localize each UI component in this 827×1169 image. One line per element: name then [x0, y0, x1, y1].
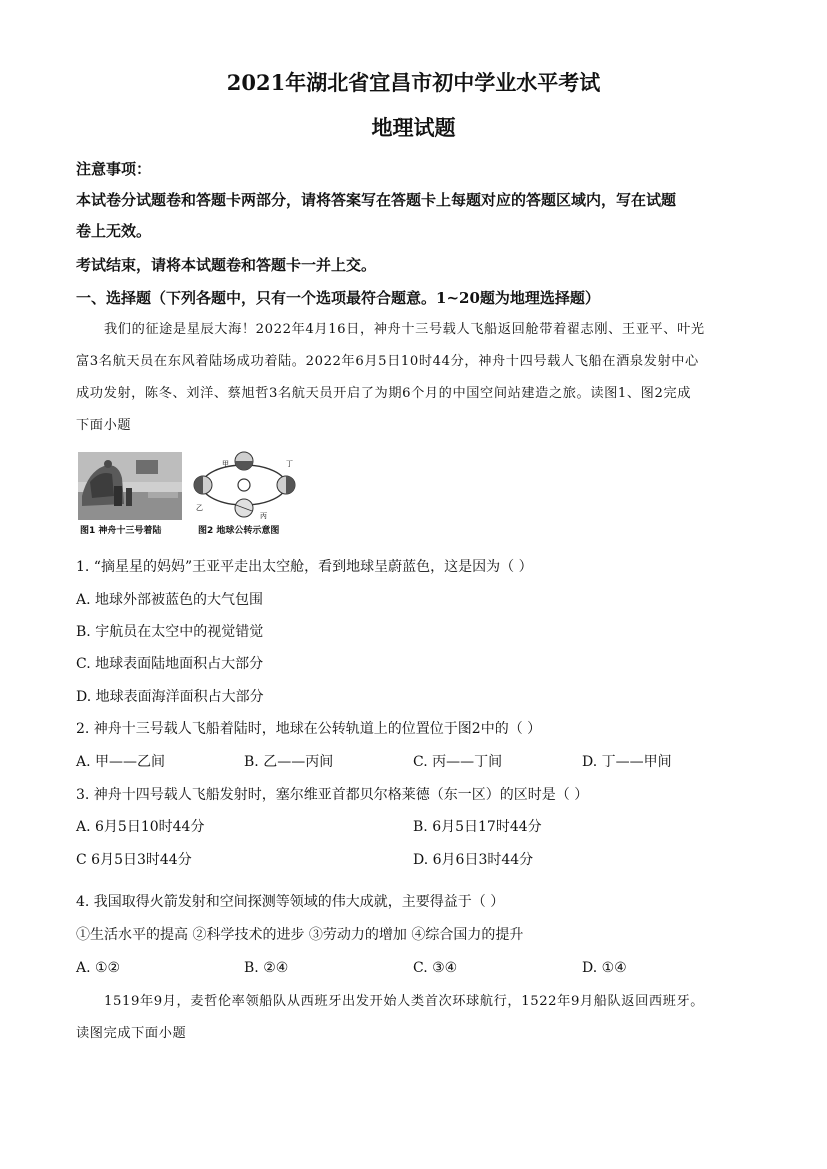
- q1-option-b: B. 宇航员在太空中的视觉错觉: [76, 624, 264, 640]
- q4-option-c: C. ③④: [413, 960, 458, 976]
- notice-line-3: 考试结束，请将本试题卷和答题卡一并上交。: [76, 256, 377, 274]
- q1-stem: 1. “摘星星的妈妈”王亚平走出太空舱，看到地球呈蔚蓝色，这是因为（ ）: [76, 559, 533, 575]
- q2-option-c: C. 丙——丁间: [413, 754, 503, 770]
- q3-option-b: B. 6月5日17时44分: [413, 819, 542, 835]
- q1-option-c: C. 地球表面陆地面积占大部分: [76, 656, 264, 672]
- figure1-caption: 图1 神舟十三号着陆: [80, 526, 162, 536]
- earth-position-bottom: [235, 499, 253, 517]
- q4-option-d: D. ①④: [582, 960, 627, 976]
- orbit-label-bing: 丙: [260, 512, 267, 520]
- figure1-landing-photo: [78, 452, 182, 520]
- q2-stem: 2. 神舟十三号载人飞船着陆时，地球在公转轨道上的位置位于图2中的（ ）: [76, 721, 542, 737]
- notice-line-2: 卷上无效。: [76, 222, 152, 240]
- q2-option-d: D. 丁——甲间: [582, 754, 672, 770]
- figure2-orbit-diagram: [190, 448, 300, 522]
- notice-line-1: 本试卷分试题卷和答题卡两部分，请将答案写在答题卡上每题对应的答题区域内，写在试题: [76, 191, 677, 209]
- passage1-line-1: 我们的征途是星辰大海！2022年4月16日，神舟十三号载人飞船返回舱带着翟志刚、王亚平、叶光: [104, 322, 705, 337]
- earth-position-top: [235, 452, 253, 470]
- q4-stem: 4. 我国取得火箭发射和空间探测等领域的伟大成就，主要得益于（ ）: [76, 894, 505, 910]
- earth-position-left: [194, 476, 212, 494]
- earth-position-right: [277, 476, 295, 494]
- notice-heading: 注意事项：: [76, 160, 152, 178]
- q1-option-d: D. 地球表面海洋面积占大部分: [76, 689, 264, 705]
- page-title: 2021年湖北省宜昌市初中学业水平考试: [226, 70, 601, 95]
- sun-icon: [238, 479, 250, 491]
- q4-option-b: B. ②④: [244, 960, 289, 976]
- q2-option-b: B. 乙——丙间: [244, 754, 334, 770]
- q3-option-d: D. 6月6日3时44分: [413, 852, 534, 868]
- q3-option-a: A. 6月5日10时44分: [76, 819, 205, 835]
- q4-statements: ①生活水平的提高 ②科学技术的进步 ③劳动力的增加 ④综合国力的提升: [76, 927, 524, 943]
- passage1-line-2: 富3名航天员在东风着陆场成功着陆。2022年6月5日10时44分，神舟十四号载人飞船在酒泉发射中心: [76, 354, 699, 369]
- passage2-line-1: 1519年9月，麦哲伦率领船队从西班牙出发开始人类首次环球航行，1522年9月船队返回西班牙。: [104, 994, 705, 1009]
- page-subtitle: 地理试题: [371, 115, 456, 140]
- orbit-label-yi: 乙: [196, 504, 203, 512]
- q4-option-a: A. ①②: [76, 960, 121, 976]
- q2-option-a: A. 甲——乙间: [76, 754, 166, 770]
- orbit-label-ding: 丁: [286, 460, 293, 468]
- passage2-line-2: 读图完成下面小题: [76, 1026, 187, 1041]
- section-heading: 一、选择题（下列各题中，只有一个选项最符合题意。1~20题为地理选择题）: [76, 289, 600, 307]
- q3-stem: 3. 神舟十四号载人飞船发射时，塞尔维亚首都贝尔格莱德（东一区）的区时是（ ）: [76, 787, 589, 803]
- passage1-line-3: 成功发射，陈冬、刘洋、蔡旭哲3名航天员开启了为期6个月的中国空间站建造之旅。读图1、图2完成: [76, 386, 692, 401]
- orbit-label-jia: 甲: [222, 460, 229, 468]
- q1-option-a: A. 地球外部被蓝色的大气包围: [76, 592, 264, 608]
- passage1-line-4: 下面小题: [76, 418, 132, 433]
- figure2-caption: 图2 地球公转示意图: [198, 526, 280, 536]
- q3-option-c: C 6月5日3时44分: [76, 852, 192, 868]
